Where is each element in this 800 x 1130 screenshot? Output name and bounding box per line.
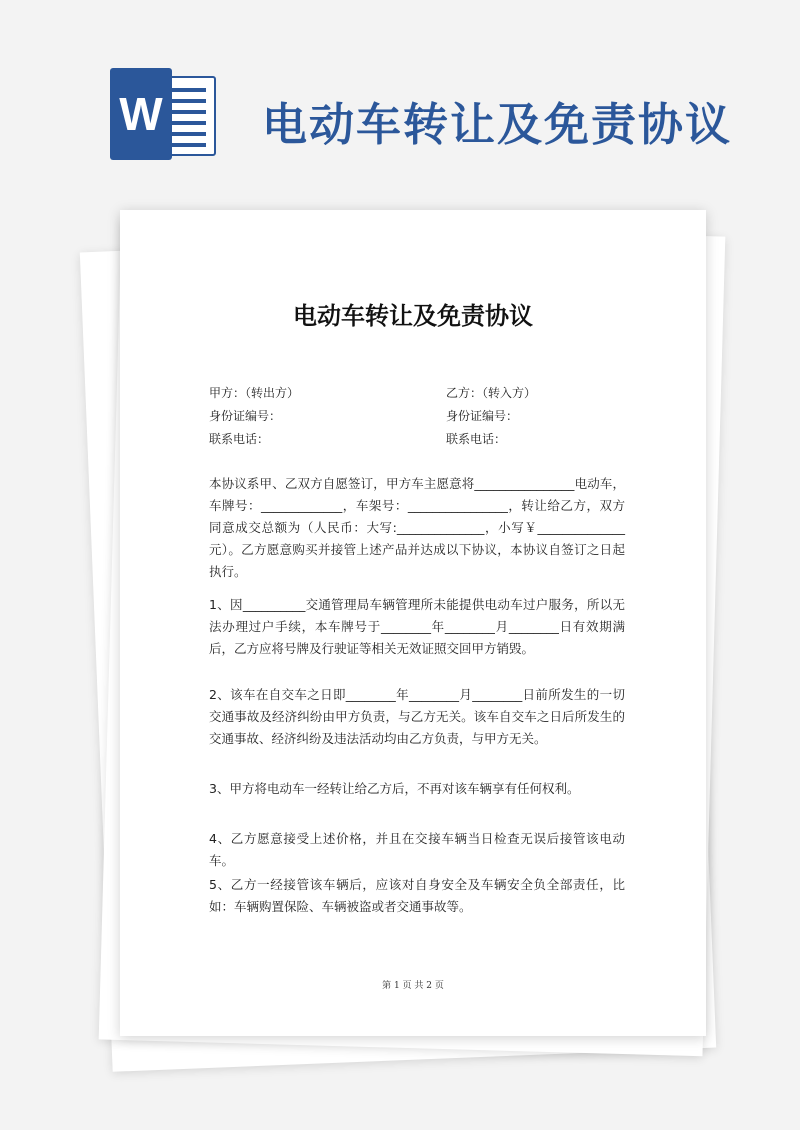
party-b-id-label: 身份证编号： — [446, 409, 519, 423]
agreement-intro-paragraph: 本协议系甲、乙双方自愿签订，甲方车主愿意将________________电动车，车牌号：_____________，车架号：________________，转让给乙方，双方同意成交总额为（人民币：大写:______________，小写￥______________元）。乙方愿意购买并接管上述产品并达成以下协议，本协议自签订之日起执行。 — [209, 476, 625, 579]
header-banner — [0, 0, 800, 190]
document-title: 电动车转让及免责协议 — [293, 302, 533, 330]
page-number: 第 1 页 共 2 页 — [382, 981, 444, 991]
clause-2-paragraph: 2、该车在自交车之日即________年________月________日前所发生的一切交通事故及经济纠纷由甲方负责，与乙方无关。该车自交车之日后所发生的交通事故、经济纠纷及违法活动均由乙方负责，与甲方无关。 — [209, 687, 625, 746]
party-b-label: 乙方：（转入方） — [446, 386, 537, 400]
word-logo-letter: W — [110, 68, 172, 160]
word-document-icon — [110, 68, 218, 160]
party-a-phone-label: 联系电话： — [209, 432, 270, 446]
clause-4-paragraph: 4、乙方愿意接受上述价格，并且在交接车辆当日检查无误后接管该电动车。 — [209, 831, 625, 868]
party-a-label: 甲方：（转出方） — [209, 386, 300, 400]
clause-3-paragraph: 3、甲方将电动车一经转让给乙方后，不再对该车辆享有任何权利。 — [209, 781, 580, 796]
clause-5-paragraph: 5、乙方一经接管该车辆后，应该对自身安全及车辆安全负全部责任，比如：车辆购置保险、车辆被盗或者交通事故等。 — [209, 877, 625, 914]
banner-title: 电动车转让及免责协议 — [262, 98, 733, 151]
party-b-phone-label: 联系电话： — [446, 432, 507, 446]
clause-1-paragraph: 1、因__________交通管理局车辆管理所未能提供电动车过户服务，所以无法办理过户手续，本车牌号于________年________月________日有效期满后，乙方应将号牌及行驶证等相关无效证照交回甲方销毁。 — [209, 597, 625, 656]
document-page — [120, 210, 706, 1036]
party-a-id-label: 身份证编号： — [209, 409, 282, 423]
